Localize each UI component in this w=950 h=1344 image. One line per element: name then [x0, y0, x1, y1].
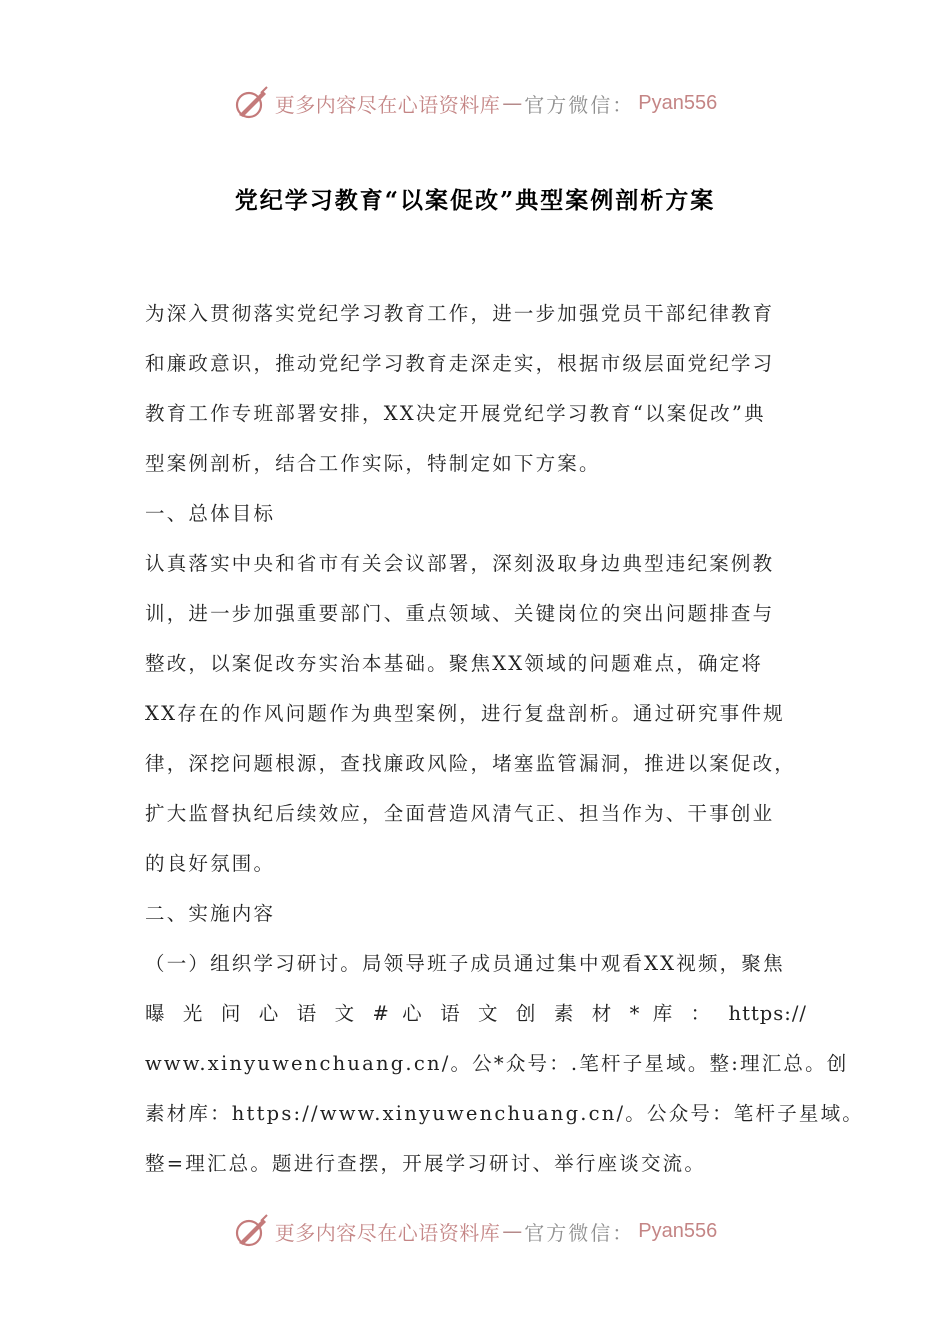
- text-line: 和廉政意识，推动党纪学习教育走深走实，根据市级层面党纪学习: [145, 352, 775, 375]
- heading-line: 一、总体目标: [145, 502, 276, 525]
- text-line: 整=理汇总。题进行查摆，开展学习研讨、举行座谈交流。: [145, 1152, 707, 1175]
- text-line: 为深入贯彻落实党纪学习教育工作，进一步加强党员干部纪律教育: [145, 302, 775, 325]
- paragraph-intro: [145, 292, 807, 492]
- section-heading-2: [145, 892, 807, 942]
- banner-wechat-id: Pyan556: [638, 91, 718, 114]
- heading-line: 二、实施内容: [145, 902, 276, 925]
- text-line: 教育工作专班部署安排，XX决定开展党纪学习教育“以案促改”典: [145, 402, 766, 425]
- text-line: 训，进一步加强重要部门、重点领域、关键岗位的突出问题排查与: [145, 602, 775, 625]
- section-heading-1: [145, 492, 807, 542]
- text-line: 曝 光 问 心 语 文 # 心 语 文 创 素 材 * 库 ： https://: [145, 1002, 807, 1025]
- text-line: 扩大监督执纪后续效应，全面营造风清气正、担当作为、干事创业: [145, 802, 775, 825]
- banner-dash: —: [502, 91, 523, 115]
- text-line: 认真落实中央和省市有关会议部署，深刻汲取身边典型违纪案例教: [145, 552, 775, 575]
- text-line: 型案例剖析，结合工作实际，特制定如下方案。: [145, 452, 601, 475]
- text-line: 律，深挖问题根源，查找廉政风险，堵塞监管漏洞，推进以案促改，: [145, 752, 797, 775]
- banner-slogan: 更多内容尽在心语资料库: [274, 92, 501, 117]
- banner-wechat-id: Pyan556: [638, 1219, 718, 1242]
- text-line: （一）组织学习研讨。局领导班子成员通过集中观看XX视频，聚焦: [145, 952, 785, 975]
- quill-pen-logo-icon: [233, 85, 269, 121]
- banner-dash: —: [502, 1219, 523, 1243]
- header-banner: [0, 80, 950, 126]
- text-line: XX存在的作风问题作为典型案例，进行复盘剖析。通过研究事件规: [145, 702, 785, 725]
- document-body: [145, 292, 865, 1192]
- text-line: 整改，以案促改夯实治本基础。聚焦XX领域的问题难点，确定将: [145, 652, 764, 675]
- text-line: www.xinyuwenchuang.cn/。公*众号：.笔杆子星域。整:理汇总。创: [145, 1052, 849, 1075]
- footer-banner: [0, 1208, 950, 1254]
- banner-official-label: 官方微信：: [524, 92, 635, 117]
- text-line: 素材库：https://www.xinyuwenchuang.cn/。公众号：笔杆子星域。: [145, 1102, 865, 1125]
- document-title: 党纪学习教育“以案促改”典型案例剖析方案: [234, 187, 716, 214]
- quill-pen-logo-icon: [233, 1213, 269, 1249]
- paragraph-goals: [145, 542, 807, 892]
- text-line: 的良好氛围。: [145, 852, 276, 875]
- banner-official-label: 官方微信：: [524, 1220, 635, 1245]
- paragraph-content: [145, 942, 865, 1192]
- banner-slogan: 更多内容尽在心语资料库: [274, 1220, 501, 1245]
